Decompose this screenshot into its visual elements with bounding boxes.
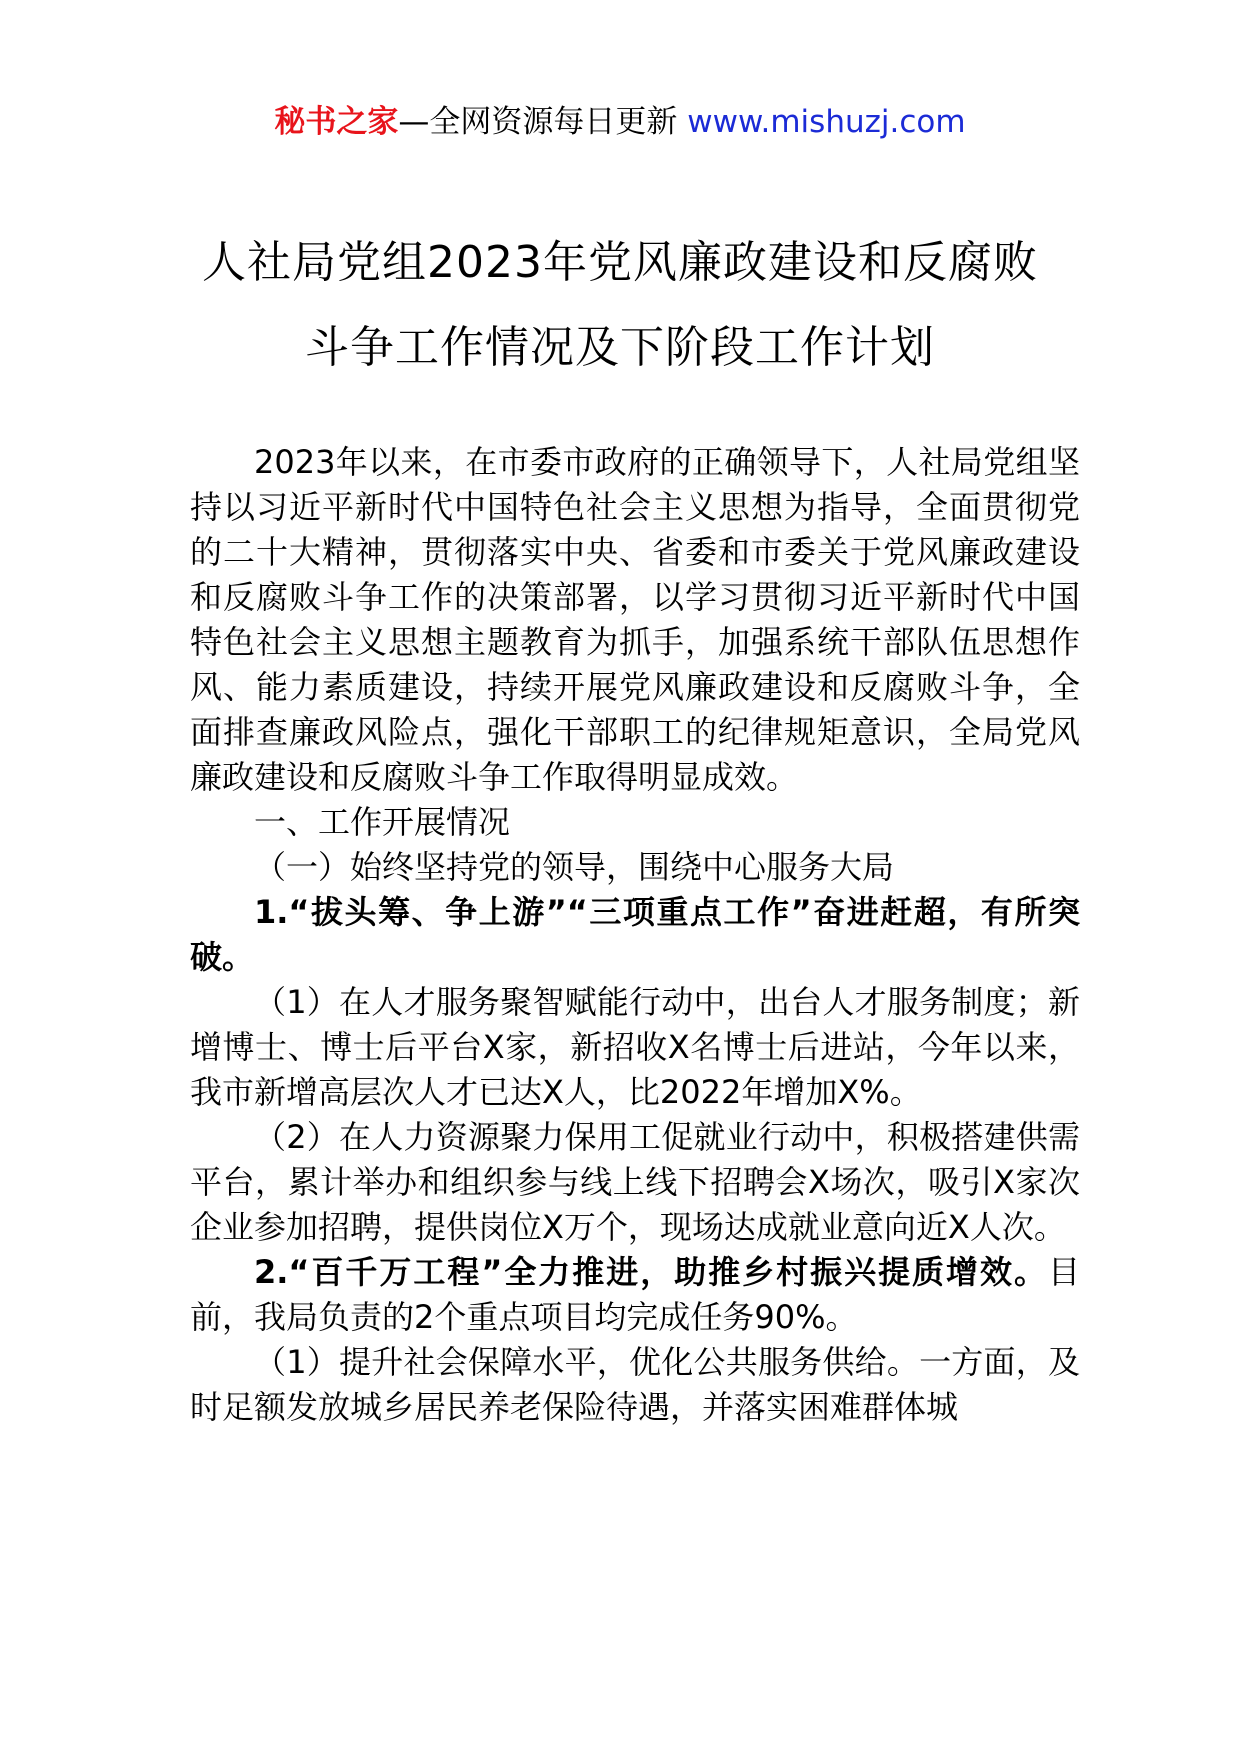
item-1-2-paragraph: （2）在人力资源聚力保用工促就业行动中，积极搭建供需平台，累计举办和组织参与线上线下招聘会X场次，吸引X家次企业参加招聘，提供岗位X万个，现场达成就业意向近X人次。	[190, 1118, 1080, 1246]
item-2-paragraph	[190, 1250, 1080, 1340]
item-2-1-paragraph: （1）提升社会保障水平，优化公共服务供给。一方面，及时足额发放城乡居民养老保险待遇，并落实困难群体城	[190, 1343, 1080, 1426]
intro-paragraph: 2023年以来，在市委市政府的正确领导下，人社局党组坚持以习近平新时代中国特色社会主义思想为指导，全面贯彻党的二十大精神，贯彻落实中央、省委和市委关于党风廉政建设和反腐败斗争工作的决策部署，以学习贯彻习近平新时代中国特色社会主义思想主题教育为抓手，加强系统干部队伍思想作风、能力素质建设，持续开展党风廉政建设和反腐败斗争，全面排查廉政风险点，强化干部职工的纪律规矩意识，全局党风廉政建设和反腐败斗争工作取得明显成效。	[190, 443, 1080, 796]
header-tagline: —全网资源每日更新	[398, 104, 688, 140]
item-2-heading: 2.“百千万工程”全力推进，助推乡村振兴提质增效。	[254, 1253, 1048, 1291]
subsection-heading-1: （一）始终坚持党的领导，围绕中心服务大局	[254, 848, 895, 886]
brand-name: 秘书之家	[274, 104, 399, 140]
section-heading-1: 一、工作开展情况	[254, 803, 511, 841]
site-url-link[interactable]: www.mishuzj.com	[687, 104, 966, 140]
document-body	[190, 440, 1080, 1430]
item-1-1-paragraph: （1）在人才服务聚智赋能行动中，出台人才服务制度；新增博士、博士后平台X家，新招收X名博士后进站，今年以来，我市新增高层次人才已达X人，比2022年增加X%。	[190, 983, 1080, 1111]
document-title-line-1: 人社局党组2023年党风廉政建设和反腐败	[202, 237, 1038, 288]
item-1-heading: 1.“拔头筹、争上游”“三项重点工作”奋进赶超，有所突破。	[190, 893, 1080, 976]
site-header	[0, 100, 1240, 144]
document-title-line-2: 斗争工作情况及下阶段工作计划	[305, 322, 935, 373]
item-2-text: 目前，我局负责的2个重点项目均完成任务90%。	[190, 1253, 1080, 1336]
